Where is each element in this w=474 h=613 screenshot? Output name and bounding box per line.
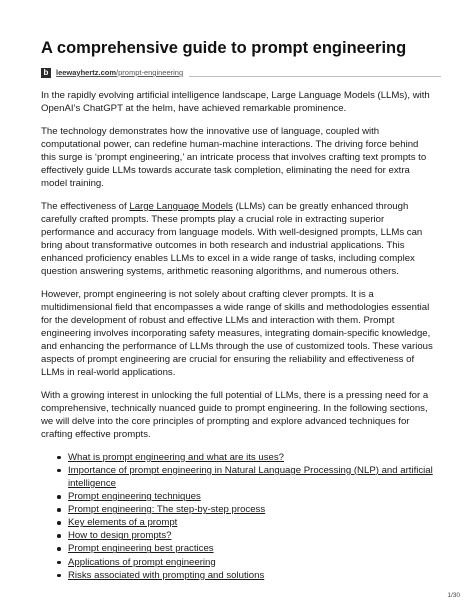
paragraph-effectiveness-after: (LLMs) can be greatly enhanced through carefully crafted prompts. These prompts play a crucial role in extracting superior performance and accuracy from language models. With well-designed prompts, LLMs can bring about transformative outcomes in both research and industrial applications. This enhanced proficiency enables LLMs to excel in a wide range of tasks, including complex question answering systems, arithmetic reasoning algorithms, and numerous others. <box>41 200 423 278</box>
toc-item <box>68 451 433 464</box>
paragraph-effectiveness-before: The effectiveness of <box>41 200 130 212</box>
paragraph-guide-intro: With a growing interest in unlocking the full potential of LLMs, there is a pressing need for a comprehensive, technically nuanced guide to prompt engineering. In the following sections, we will delve into the core principles of prompting and explore advanced techniques for crafting effective prompts. <box>41 389 429 441</box>
source-divider <box>189 76 441 77</box>
large-language-models-link[interactable]: Large Language Models <box>129 200 233 212</box>
toc-item <box>68 569 433 582</box>
table-of-contents <box>41 451 433 582</box>
toc-link-step-by-step[interactable]: Prompt engineering: The step-by-step process <box>68 504 266 516</box>
toc-link-risks[interactable]: Risks associated with prompting and solutions <box>68 569 265 581</box>
toc-item <box>68 516 433 529</box>
source-domain: leewayhertz.com <box>56 68 117 77</box>
toc-item <box>68 542 433 555</box>
source-line <box>41 66 441 79</box>
article-body <box>41 89 433 582</box>
toc-link-design-prompts[interactable]: How to design prompts? <box>68 530 172 542</box>
toc-item <box>68 464 433 490</box>
page-title: A comprehensive guide to prompt engineering <box>41 39 407 57</box>
toc-item <box>68 503 433 516</box>
source-path: /prompt-engineering <box>116 68 184 77</box>
paragraph-multidimensional: However, prompt engineering is not solely about crafting clever prompts. It is a multidimensional field that encompasses a wide range of skills and methodologies essential for the development of robust and effective LLMs and interaction with them. Prompt engineering involves incorporating safety measures, integrating domain-specific knowledge, and enhancing the performance of LLMs through the use of customized tools. These various aspects of prompt engineering are crucial for ensuring the reliability and effectiveness of LLMs in real-world applications. <box>41 288 433 379</box>
paragraph-intro: In the rapidly evolving artificial intelligence landscape, Large Language Models (LLMs), with OpenAI’s ChatGPT at the helm, have achieved remarkable prominence. <box>41 90 430 115</box>
page-number: 1/30 <box>447 592 460 599</box>
toc-link-applications[interactable]: Applications of prompt engineering <box>68 556 216 568</box>
site-favicon-icon: b <box>41 68 51 78</box>
toc-item <box>68 556 433 569</box>
toc-link-key-elements[interactable]: Key elements of a prompt <box>68 517 178 529</box>
toc-item <box>68 529 433 542</box>
paragraph-effectiveness <box>41 200 433 279</box>
toc-link-best-practices[interactable]: Prompt engineering best practices <box>68 543 214 555</box>
toc-link-importance[interactable]: Importance of prompt engineering in Natural Language Processing (NLP) and artificial intelligence <box>68 464 433 489</box>
paragraph-technology: The technology demonstrates how the innovative use of language, coupled with computational power, can redefine human-machine interactions. The driving force behind this surge is ‘prompt engineering,’ an intricate process that involves crafting text prompts to effectively guide LLMs towards accurate task completion, eliminating the need for extra model training. <box>41 125 427 190</box>
toc-item <box>68 490 433 503</box>
source-url-link[interactable] <box>56 68 183 77</box>
toc-link-techniques[interactable]: Prompt engineering techniques <box>68 491 201 503</box>
toc-link-what-is-prompt-engineering[interactable]: What is prompt engineering and what are its uses? <box>68 451 284 463</box>
